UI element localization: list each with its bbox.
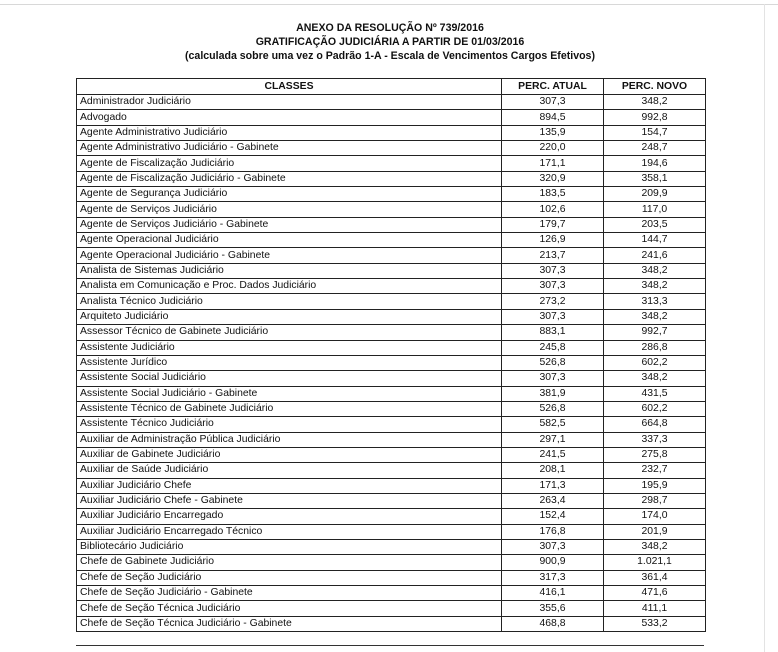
perc-novo-cell: 411,1 [604, 601, 706, 616]
table-body [77, 95, 706, 632]
class-name-cell: Auxiliar Judiciário Encarregado [77, 509, 502, 524]
perc-atual-cell: 900,9 [502, 555, 604, 570]
table-row [77, 478, 706, 493]
class-name-cell: Analista em Comunicação e Proc. Dados Judiciário [77, 279, 502, 294]
class-name-cell: Chefe de Seção Técnica Judiciário [77, 601, 502, 616]
table-row [77, 233, 706, 248]
perc-novo-cell: 275,8 [604, 447, 706, 462]
table-row [77, 187, 706, 202]
table-row [77, 95, 706, 110]
class-name-cell: Agente Operacional Judiciário - Gabinete [77, 248, 502, 263]
perc-atual-cell: 213,7 [502, 248, 604, 263]
class-name-cell: Agente Administrativo Judiciário [77, 125, 502, 140]
table-row [77, 141, 706, 156]
class-name-cell: Chefe de Gabinete Judiciário [77, 555, 502, 570]
class-name-cell: Auxiliar de Gabinete Judiciário [77, 447, 502, 462]
page-bottom-rule [76, 645, 704, 646]
class-name-cell: Assistente Técnico de Gabinete Judiciário [77, 401, 502, 416]
table-row [77, 279, 706, 294]
perc-atual-cell: 317,3 [502, 570, 604, 585]
perc-novo-cell: 358,1 [604, 171, 706, 186]
header-note: (calculada sobre uma vez o Padrão 1-A - Escala de Vencimentos Cargos Efetivos) [185, 50, 595, 62]
table-row [77, 432, 706, 447]
table-row [77, 340, 706, 355]
table-row [77, 355, 706, 370]
perc-novo-cell: 992,7 [604, 325, 706, 340]
perc-atual-cell: 135,9 [502, 125, 604, 140]
page-right-border [764, 4, 765, 652]
class-name-cell: Chefe de Seção Judiciário [77, 570, 502, 585]
perc-atual-cell: 883,1 [502, 325, 604, 340]
table-row [77, 263, 706, 278]
perc-atual-cell: 208,1 [502, 463, 604, 478]
table-row [77, 386, 706, 401]
perc-novo-cell: 992,8 [604, 110, 706, 125]
perc-atual-cell: 307,3 [502, 539, 604, 554]
perc-novo-cell: 361,4 [604, 570, 706, 585]
perc-novo-cell: 431,5 [604, 386, 706, 401]
class-name-cell: Assistente Judiciário [77, 340, 502, 355]
table-row [77, 294, 706, 309]
table-row [77, 171, 706, 186]
class-name-cell: Bibliotecário Judiciário [77, 539, 502, 554]
class-name-cell: Auxiliar de Administração Pública Judiciário [77, 432, 502, 447]
perc-atual-cell: 355,6 [502, 601, 604, 616]
table-row [77, 125, 706, 140]
header-title: ANEXO DA RESOLUÇÃO Nº 739/2016 [296, 22, 484, 34]
perc-novo-cell: 241,6 [604, 248, 706, 263]
perc-atual-cell: 179,7 [502, 217, 604, 232]
table-row [77, 371, 706, 386]
table-row [77, 509, 706, 524]
perc-novo-cell: 174,0 [604, 509, 706, 524]
perc-atual-cell: 894,5 [502, 110, 604, 125]
perc-atual-cell: 297,1 [502, 432, 604, 447]
table-row [77, 463, 706, 478]
perc-novo-cell: 533,2 [604, 616, 706, 631]
table-header-row [77, 79, 706, 95]
perc-atual-cell: 273,2 [502, 294, 604, 309]
perc-novo-cell: 313,3 [604, 294, 706, 309]
column-header-perc-atual: PERC. ATUAL [502, 79, 604, 95]
class-name-cell: Agente de Fiscalização Judiciário [77, 156, 502, 171]
perc-novo-cell: 348,2 [604, 279, 706, 294]
perc-atual-cell: 307,3 [502, 95, 604, 110]
class-name-cell: Arquiteto Judiciário [77, 309, 502, 324]
classes-table [76, 78, 706, 632]
table-row [77, 248, 706, 263]
perc-atual-cell: 126,9 [502, 233, 604, 248]
perc-atual-cell: 307,3 [502, 279, 604, 294]
table-row [77, 401, 706, 416]
perc-novo-cell: 194,6 [604, 156, 706, 171]
class-name-cell: Chefe de Seção Técnica Judiciário - Gabinete [77, 616, 502, 631]
perc-atual-cell: 307,3 [502, 309, 604, 324]
table-row [77, 217, 706, 232]
perc-novo-cell: 348,2 [604, 263, 706, 278]
document-header [76, 21, 704, 63]
table-row [77, 616, 706, 631]
class-name-cell: Analista de Sistemas Judiciário [77, 263, 502, 278]
header-subtitle: GRATIFICAÇÃO JUDICIÁRIA A PARTIR DE 01/03/2016 [255, 36, 525, 48]
perc-novo-cell: 144,7 [604, 233, 706, 248]
class-name-cell: Assistente Social Judiciário [77, 371, 502, 386]
perc-novo-cell: 298,7 [604, 493, 706, 508]
perc-novo-cell: 348,2 [604, 95, 706, 110]
class-name-cell: Agente de Segurança Judiciário [77, 187, 502, 202]
column-header-classes: CLASSES [77, 79, 502, 95]
class-name-cell: Agente Administrativo Judiciário - Gabinete [77, 141, 502, 156]
class-name-cell: Analista Técnico Judiciário [77, 294, 502, 309]
perc-atual-cell: 245,8 [502, 340, 604, 355]
class-name-cell: Assistente Técnico Judiciário [77, 417, 502, 432]
class-name-cell: Agente de Serviços Judiciário [77, 202, 502, 217]
class-name-cell: Auxiliar Judiciário Chefe [77, 478, 502, 493]
perc-atual-cell: 171,1 [502, 156, 604, 171]
class-name-cell: Chefe de Seção Judiciário - Gabinete [77, 586, 502, 601]
table-row [77, 110, 706, 125]
perc-atual-cell: 171,3 [502, 478, 604, 493]
perc-novo-cell: 348,2 [604, 539, 706, 554]
perc-novo-cell: 348,2 [604, 371, 706, 386]
perc-novo-cell: 471,6 [604, 586, 706, 601]
table-row [77, 309, 706, 324]
page-top-border [0, 4, 778, 5]
class-name-cell: Auxiliar Judiciário Encarregado Técnico [77, 524, 502, 539]
table-row [77, 156, 706, 171]
perc-novo-cell: 664,8 [604, 417, 706, 432]
perc-atual-cell: 176,8 [502, 524, 604, 539]
perc-novo-cell: 602,2 [604, 401, 706, 416]
table-row [77, 447, 706, 462]
perc-atual-cell: 152,4 [502, 509, 604, 524]
column-header-perc-novo: PERC. NOVO [604, 79, 706, 95]
perc-atual-cell: 526,8 [502, 401, 604, 416]
table-row [77, 417, 706, 432]
perc-novo-cell: 195,9 [604, 478, 706, 493]
class-name-cell: Assistente Social Judiciário - Gabinete [77, 386, 502, 401]
perc-novo-cell: 286,8 [604, 340, 706, 355]
perc-atual-cell: 320,9 [502, 171, 604, 186]
perc-novo-cell: 232,7 [604, 463, 706, 478]
table-row [77, 325, 706, 340]
perc-novo-cell: 117,0 [604, 202, 706, 217]
perc-atual-cell: 468,8 [502, 616, 604, 631]
perc-atual-cell: 526,8 [502, 355, 604, 370]
perc-atual-cell: 416,1 [502, 586, 604, 601]
table-row [77, 570, 706, 585]
perc-novo-cell: 248,7 [604, 141, 706, 156]
table-row [77, 601, 706, 616]
perc-novo-cell: 337,3 [604, 432, 706, 447]
class-name-cell: Administrador Judiciário [77, 95, 502, 110]
class-name-cell: Auxiliar Judiciário Chefe - Gabinete [77, 493, 502, 508]
perc-novo-cell: 203,5 [604, 217, 706, 232]
perc-atual-cell: 102,6 [502, 202, 604, 217]
perc-novo-cell: 154,7 [604, 125, 706, 140]
table-row [77, 555, 706, 570]
perc-atual-cell: 220,0 [502, 141, 604, 156]
class-name-cell: Agente de Serviços Judiciário - Gabinete [77, 217, 502, 232]
perc-atual-cell: 582,5 [502, 417, 604, 432]
class-name-cell: Assessor Técnico de Gabinete Judiciário [77, 325, 502, 340]
perc-novo-cell: 602,2 [604, 355, 706, 370]
perc-atual-cell: 307,3 [502, 371, 604, 386]
class-name-cell: Agente Operacional Judiciário [77, 233, 502, 248]
table-row [77, 524, 706, 539]
perc-atual-cell: 263,4 [502, 493, 604, 508]
class-name-cell: Auxiliar de Saúde Judiciário [77, 463, 502, 478]
perc-atual-cell: 183,5 [502, 187, 604, 202]
perc-novo-cell: 209,9 [604, 187, 706, 202]
class-name-cell: Agente de Fiscalização Judiciário - Gabinete [77, 171, 502, 186]
perc-atual-cell: 241,5 [502, 447, 604, 462]
table-row [77, 493, 706, 508]
class-name-cell: Assistente Jurídico [77, 355, 502, 370]
perc-atual-cell: 307,3 [502, 263, 604, 278]
table-row [77, 202, 706, 217]
table-row [77, 586, 706, 601]
class-name-cell: Advogado [77, 110, 502, 125]
perc-atual-cell: 381,9 [502, 386, 604, 401]
table-row [77, 539, 706, 554]
perc-novo-cell: 201,9 [604, 524, 706, 539]
perc-novo-cell: 348,2 [604, 309, 706, 324]
perc-novo-cell: 1.021,1 [604, 555, 706, 570]
